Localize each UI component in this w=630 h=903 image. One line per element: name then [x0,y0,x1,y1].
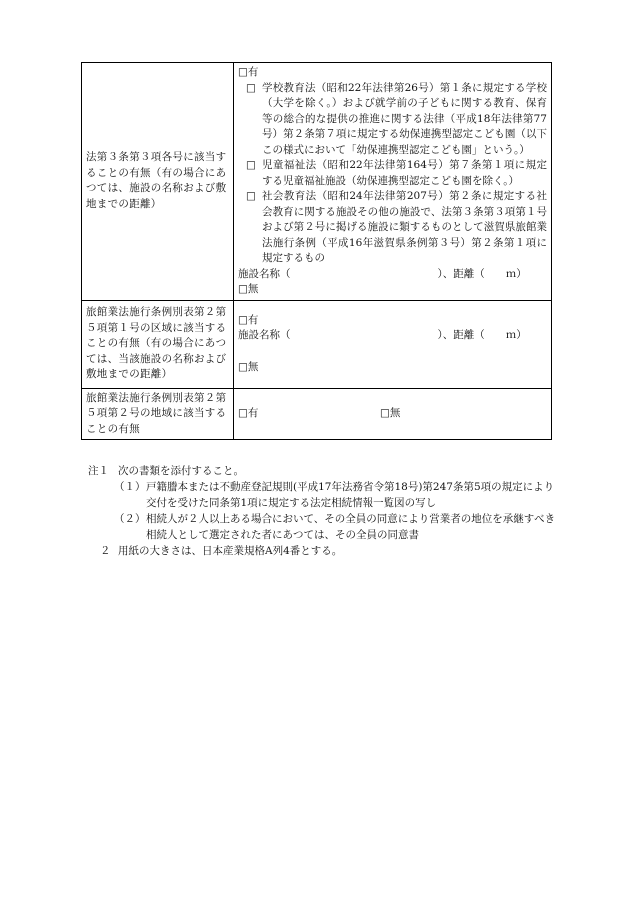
note-number: （２） [114,513,146,525]
checkbox-yes[interactable]: □有 [238,66,259,78]
checkbox-school[interactable]: □ [246,81,256,94]
checkbox-yes[interactable]: □有 [238,313,259,326]
row-label: 旅館業法施行条例別表第２第５項第１号の区域に該当することの有無（有の場合にあつては、当該施設の名称および敷地までの距離） [82,300,234,388]
note-text: 戸籍謄本または不動産登記規則(平成17年法務省令第18号)第247条第5項の規定により交付を受けた同条第1項に規定する法定相続情報一覧図の写し [146,481,555,509]
notes-section [88,463,558,559]
declaration-table [81,62,552,440]
checkbox-social-education[interactable]: □ [246,190,256,202]
note-text: 相続人が２人以上ある場合において、その全員の同意により営業者の地位を承継すべき相続人として選定された者にあつては、その全員の同意書 [146,513,556,541]
checkbox-no[interactable]: □無 [238,283,259,295]
table-row [82,300,552,388]
item-text: 児童福祉法（昭和22年法律第164号）第７条第１項に規定する児童福祉施設（幼保連携型認定こども園を除く。） [262,159,547,187]
note-subitem [88,511,558,543]
item-text: 社会教育法（昭和24年法律第207号）第２条に規定する社会教育に関する施設その他の施設で、法第３条第３項第１号および第２号に掲げる施設に類するものとして滋賀県旅館業法施行条例（平成16年滋賀県条例第３号）第２条第１項に規定するもの [262,190,547,264]
checkbox-yes[interactable]: □有 [238,407,259,419]
note-subitem [88,479,558,511]
row-label: 法第３条第３項各号に該当することの有無（有の場合にあつては、施設の名称および敷地までの距離） [82,63,234,301]
list-item [238,158,547,189]
row-content [234,300,552,388]
table-row [82,63,552,301]
note-number: 注１ [88,465,109,477]
note-text: 用紙の大きさは、日本産業規格A列4番とする。 [118,545,343,557]
note-number: （１） [114,481,146,493]
row-content [234,63,552,301]
checkbox-no[interactable]: □無 [380,407,401,419]
facility-name-distance-field[interactable]: 施設名称（ ）、距離（ ｍ） [238,329,527,342]
item-text: 学校教育法（昭和22年法律第26号）第１条に規定する学校（大学を除く。）および就学前の子どもに関する教育、保育等の総合的な提供の推進に関する法律（平成18年法律第77号）第２条第７項に規定する幼保連携型認定こども園（以下この様式において「幼保連携型認定こども園」という。） [262,81,547,156]
note-item [88,463,558,479]
row-content [234,388,552,440]
note-text: 次の書類を添付すること。 [118,465,244,477]
facility-name-distance-field[interactable]: 施設名称（ ）、距離（ ｍ） [238,267,527,280]
note-item [88,543,558,559]
list-item [238,81,547,159]
note-number: ２ [100,545,111,557]
spacer [238,344,547,360]
table-row [82,388,552,440]
row-label: 旅館業法施行条例別表第２第５項第２号の地域に該当することの有無 [82,388,234,440]
checkbox-no[interactable]: □無 [238,360,259,373]
checkbox-child-welfare[interactable]: □ [246,159,256,171]
yes-no-options [238,406,547,422]
list-item [238,189,547,267]
